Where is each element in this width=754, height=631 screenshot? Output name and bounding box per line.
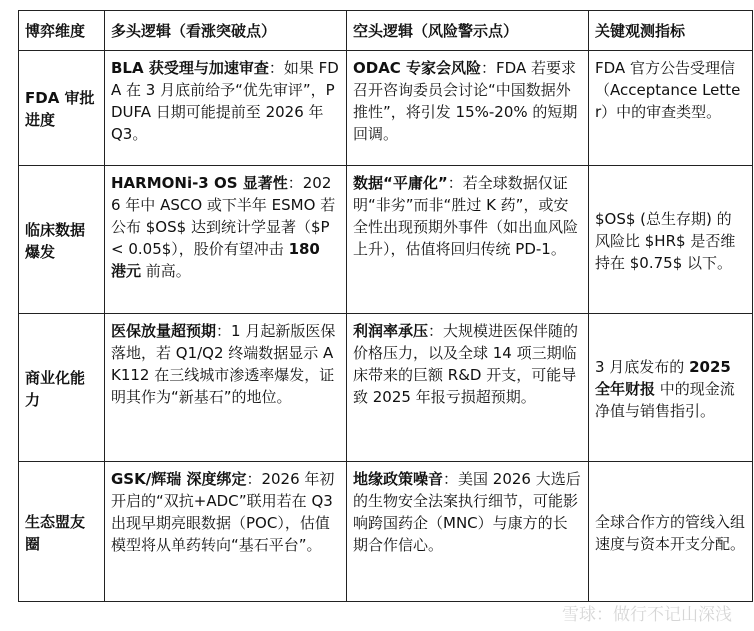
bull-cell xyxy=(105,462,347,602)
bear-cell xyxy=(347,314,589,462)
metric-highlight: 2025 全年财报 xyxy=(595,357,731,398)
table-row xyxy=(19,166,753,314)
bull-highlight: HARMONi-3 OS 显著性 xyxy=(111,174,288,192)
metric-text-tail: 中的现金流净值与销售指引。 xyxy=(595,379,735,420)
bull-cell xyxy=(105,51,347,166)
table-row xyxy=(19,314,753,462)
bear-cell xyxy=(347,462,589,602)
dimension-cell: 商业化能力 xyxy=(19,314,105,462)
metric-cell: 全球合作方的管线入组速度与资本开支分配。 xyxy=(589,462,753,602)
bull-text: ：2026 年初开启的“双抗+ADC”联用若在 Q3 出现早期亮眼数据（POC），估值模型将从单药转向“基石平台”。 xyxy=(111,470,335,554)
table-row xyxy=(19,462,753,602)
watermark-text: 雪球：做行不记山深浅 xyxy=(562,605,732,625)
bull-highlight-price: 180 港元 xyxy=(111,240,320,280)
dimension-cell: 生态盟友圈 xyxy=(19,462,105,602)
bull-text: ：如果 FDA 在 3 月底前给予“优先审评”，PDUFA 日期可能提前至 2026 年 Q3。 xyxy=(111,59,339,143)
header-bear-logic: 空头逻辑（风险警示点） xyxy=(347,11,589,51)
bull-cell xyxy=(105,166,347,314)
dimension-cell: 临床数据爆发 xyxy=(19,166,105,314)
bull-highlight: GSK/辉瑞 深度绑定 xyxy=(111,470,247,488)
bear-cell xyxy=(347,166,589,314)
metric-cell: $OS$ (总生存期) 的风险比 $HR$ 是否维持在 $0.75$ 以下。 xyxy=(589,166,753,314)
strategy-table xyxy=(18,10,753,602)
bear-highlight: 地缘政策噪音 xyxy=(353,470,444,488)
metric-text: 3 月底发布的 xyxy=(595,357,690,376)
header-bull-logic: 多头逻辑（看涨突破点） xyxy=(105,11,347,51)
bear-text: ：若全球数据仅证明“非劣”而非“胜过 K 药”，或安全性出现预期外事件（如出血风险上升），估值将回归传统 PD-1。 xyxy=(353,174,579,258)
bear-text: ：大规模进医保伴随的价格压力，以及全球 14 项三期临床带来的巨额 R&D 开支，可能导致 2025 年报亏损超预期。 xyxy=(353,322,579,406)
header-metric: 关键观测指标 xyxy=(589,11,753,51)
metric-cell: FDA 官方公告受理信（Acceptance Letter）中的审查类型。 xyxy=(589,51,753,166)
bear-text: ：美国 2026 大选后的生物安全法案执行细节，可能影响跨国药企（MNC）与康方的长期合作信心。 xyxy=(353,470,581,554)
header-dimension: 博弈维度 xyxy=(19,11,105,51)
bear-text: ：FDA 若要求召开咨询委员会讨论“中国数据外推性”，将引发 15%-20% 的短期回调。 xyxy=(353,59,578,143)
bear-cell xyxy=(347,51,589,166)
table-row xyxy=(19,51,753,166)
bull-text-tail: 前高。 xyxy=(141,262,191,280)
metric-cell xyxy=(589,314,753,462)
bull-highlight: 医保放量超预期 xyxy=(111,322,217,340)
header-row xyxy=(19,11,753,51)
bull-text: ：1 月起新版医保落地，若 Q1/Q2 终端数据显示 AK112 在三线城市渗透率爆发，证明其作为“新基石”的地位。 xyxy=(111,322,336,406)
bull-text: ：2026 年中 ASCO 或下半年 ESMO 若公布 $OS$ 达到统计学显著（$P < 0.05$），股价有望冲击 xyxy=(111,174,336,258)
bear-highlight: 利润率承压 xyxy=(353,322,429,340)
bear-highlight: ODAC 专家会风险 xyxy=(353,59,482,77)
bull-highlight: BLA 获受理与加速审查 xyxy=(111,59,269,77)
bear-highlight: 数据“平庸化” xyxy=(353,174,448,192)
dimension-cell: FDA 审批进度 xyxy=(19,51,105,166)
bull-cell xyxy=(105,314,347,462)
